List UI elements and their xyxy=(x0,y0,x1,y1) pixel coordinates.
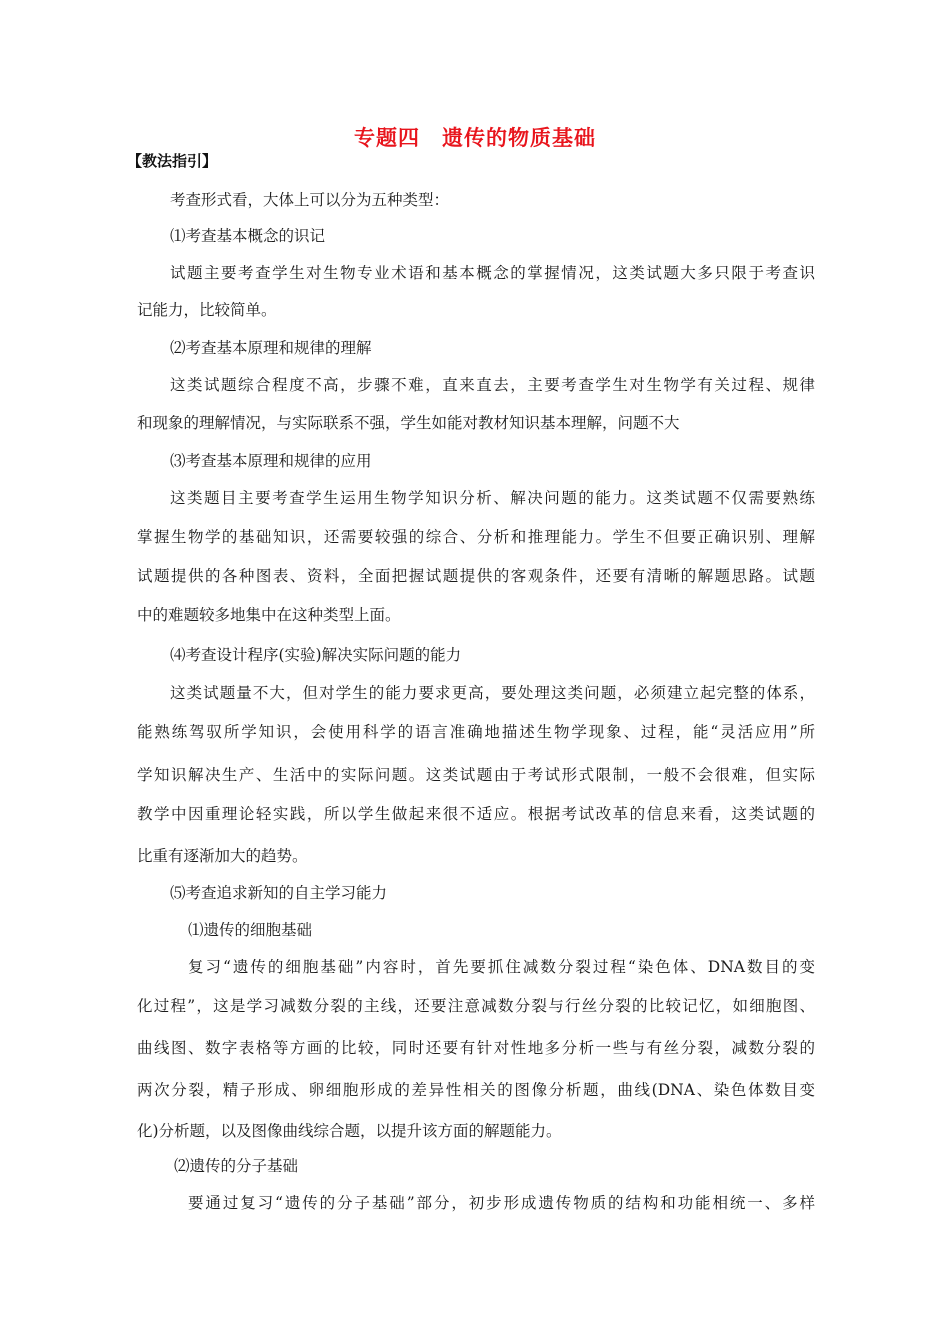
intro-line: 考查形式看，大体上可以分为五种类型： xyxy=(170,191,450,209)
paragraph-line: 学知识解决生产、生活中的实际问题。这类试题由于考试形式限制，一般不会很难，但实际 xyxy=(137,766,815,784)
paragraph-line: 这类题目主要考查学生运用生物学知识分析、解决问题的能力。这类试题不仅需要熟练 xyxy=(170,489,815,507)
item-4-heading: ⑷考查设计程序(实验)解决实际问题的能力 xyxy=(170,646,462,664)
paragraph-line: 化过程”，这是学习减数分裂的主线，还要注意减数分裂与行丝分裂的比较记忆，如细胞图、 xyxy=(137,997,815,1015)
paragraph-line: 掌握生物学的基础知识，还需要较强的综合、分析和推理能力。学生不但要正确识别、理解 xyxy=(137,528,815,546)
paragraph-line: 这类试题综合程度不高，步骤不难，直来直去，主要考查学生对生物学有关过程、规律 xyxy=(170,376,815,394)
paragraph-line: 曲线图、数字表格等方画的比较，同时还要有针对性地多分析一些与有丝分裂，减数分裂的 xyxy=(137,1039,815,1057)
paragraph-line: 中的难题较多地集中在这种类型上面。 xyxy=(137,606,401,624)
paragraph-line: 和现象的理解情况，与实际联系不强，学生如能对教材知识基本理解，问题不大 xyxy=(137,414,680,432)
paragraph-line: 能熟练驾驭所学知识，会使用科学的语言准确地描述生物学现象、过程，能“灵活应用”所 xyxy=(137,723,815,741)
paragraph-line: 两次分裂，精子形成、卵细胞形成的差异性相关的图像分析题，曲线(DNA、染色体数目变 xyxy=(137,1081,815,1099)
paragraph-line: 复习“遗传的细胞基础”内容时，首先要抓住减数分裂过程“染色体、DNA数目的变 xyxy=(188,958,815,976)
item-3-heading: ⑶考查基本原理和规律的应用 xyxy=(170,452,372,470)
item-5-heading: ⑸考查追求新知的自主学习能力 xyxy=(170,884,388,902)
document-title: 专题四 遗传的物质基础 xyxy=(354,126,596,150)
item-1-heading: ⑴考查基本概念的识记 xyxy=(170,227,326,245)
item-2-heading: ⑵考查基本原理和规律的理解 xyxy=(170,339,372,357)
paragraph-line: 比重有逐渐加大的趋势。 xyxy=(137,847,308,865)
paragraph-line: 教学中因重理论轻实践，所以学生做起来很不适应。根据考试改革的信息来看，这类试题的 xyxy=(137,805,815,823)
paragraph-line: 这类试题量不大，但对学生的能力要求更高，要处理这类问题，必须建立起完整的体系， xyxy=(170,684,815,702)
paragraph-line: 化)分析题，以及图像曲线综合题，以提升该方面的解题能力。 xyxy=(137,1122,562,1140)
section-label: 【教法指引】 xyxy=(127,152,218,170)
paragraph-line: 试题主要考查学生对生物专业术语和基本概念的掌握情况，这类试题大多只限于考查识 xyxy=(170,264,815,282)
paragraph-line: 试题提供的各种图表、资料，全面把握试题提供的客观条件，还要有清晰的解题思路。试题 xyxy=(137,567,815,585)
subsection-2-heading: ⑵遗传的分子基础 xyxy=(174,1157,299,1175)
paragraph-line: 要通过复习“遗传的分子基础”部分，初步形成遗传物质的结构和功能相统一、多样 xyxy=(188,1194,815,1212)
paragraph-line: 记能力，比较简单。 xyxy=(137,301,277,319)
subsection-1-heading: ⑴遗传的细胞基础 xyxy=(188,921,313,939)
